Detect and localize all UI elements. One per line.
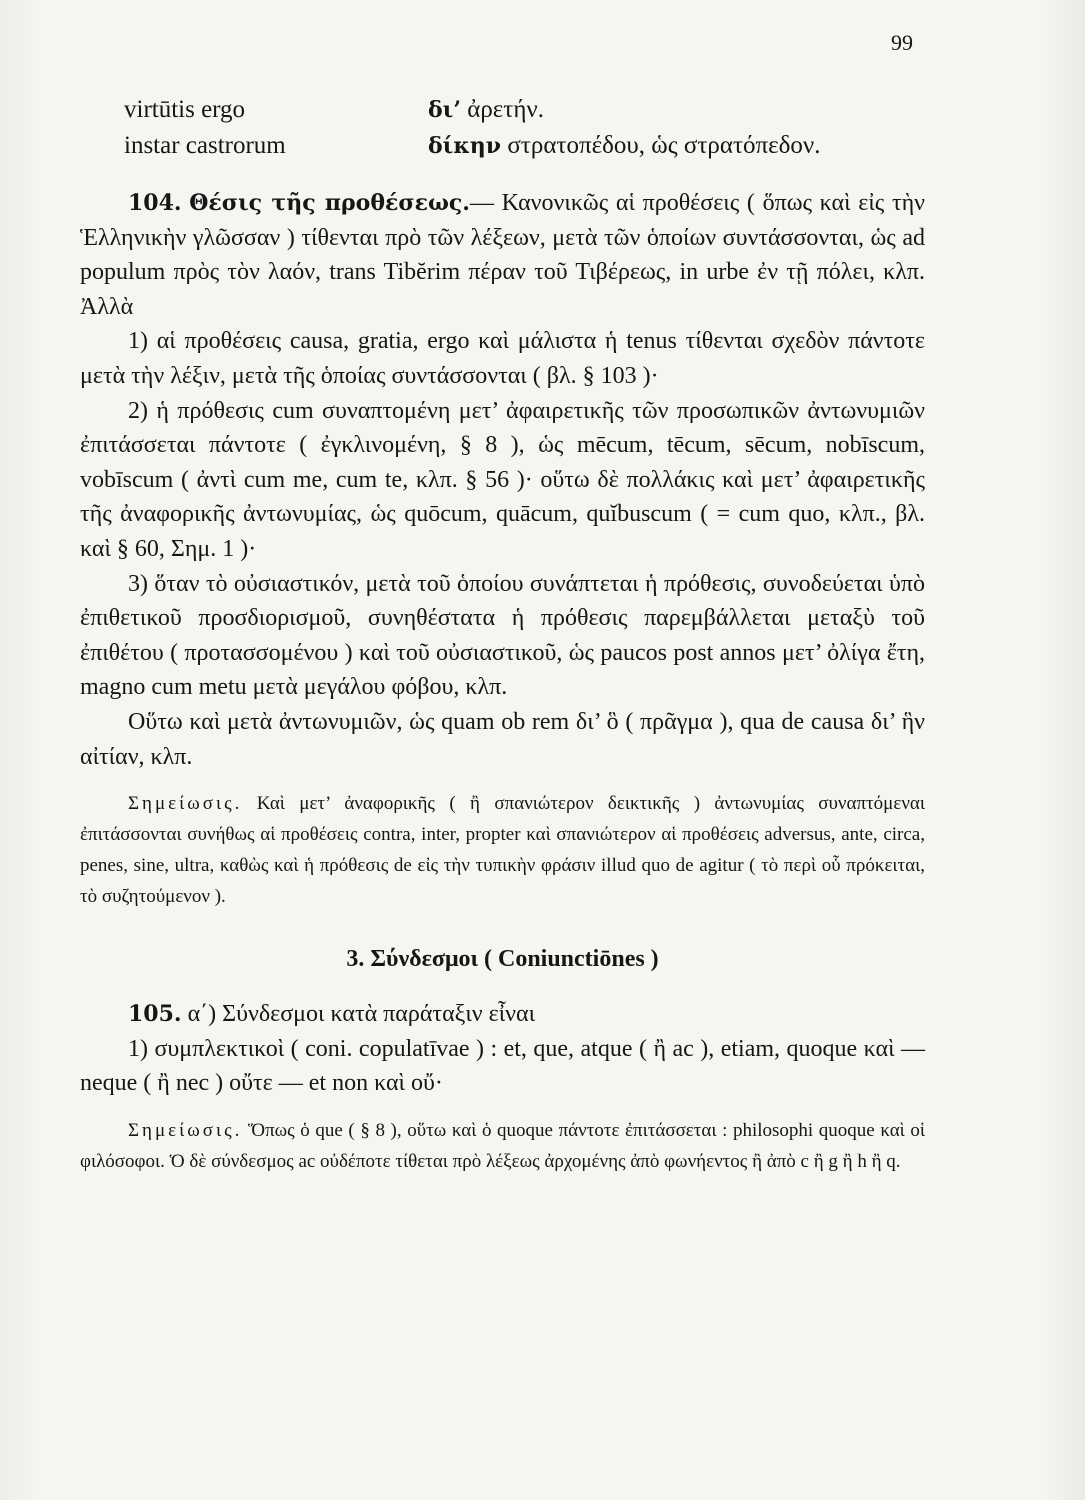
note-105 bbox=[80, 1115, 925, 1177]
rule-copulative: 1) συμπλεκτικοὶ ( coni. copulatīvae ) : et, que, atque ( ἢ ac ), etiam, quoque καὶ — neque ( ἢ nec ) οὔτε — et non καὶ οὔ· bbox=[80, 1035, 925, 1097]
section-title: Θέσις τῆς προθέσεως. bbox=[189, 190, 470, 216]
section-104-intro bbox=[80, 186, 925, 324]
paragraph-text: — Κανονικῶς αἱ προθέσεις ( ὅπως καὶ εἰς τὴν Ἑλληνικὴν γλῶσσαν ) τίθενται πρὸ τῶν λέξεων, μετὰ τῶν ὁποίων συντάσσονται, ὡς ad populum πρὸς τὸν λαόν, trans Tibĕrim πέραν τοῦ Τιβέρεως, in urbe ἐν τῇ πόλει, κλπ. Ἀλλὰ bbox=[80, 190, 926, 320]
rule-pronouns: Οὕτω καὶ μετὰ ἀντωνυμιῶν, ὡς quam ob rem δι’ ὃ ( πρᾶγμα ), qua de causa δι’ ἣν αἰτίαν, κλπ. bbox=[80, 708, 925, 770]
section-number: 105. bbox=[128, 1001, 182, 1028]
rule-3: 3) ὅταν τὸ οὐσιαστικόν, μετὰ τοῦ ὁποίου συνάπτεται ἡ πρόθεσις, συνοδεύεται ὑπὸ ἐπιθετικοῦ προσδιορισμοῦ, συνηθέστατα ἡ πρόθεσις παρεμβάλλεται μεταξὺ τοῦ ἐπιθέτου ( προτασσομένου ) καὶ τοῦ οὐσιαστικοῦ, ὡς paucos post annos μετ’ ὀλίγα ἔτη, magno cum metu μετὰ μεγάλου φόβου, κλπ. bbox=[80, 570, 925, 701]
example-pair bbox=[124, 128, 924, 164]
latin-phrase: instar castrorum bbox=[124, 132, 286, 159]
example-pairs bbox=[124, 92, 924, 164]
example-pair bbox=[124, 92, 924, 128]
greek-phrase bbox=[428, 128, 820, 164]
greek-rest: ἀρετήν. bbox=[460, 96, 544, 123]
greek-bold: δι’ bbox=[428, 97, 461, 123]
section-heading: 3. Σύνδεσμοι ( Coniunctiōnes ) bbox=[346, 946, 659, 973]
greek-phrase bbox=[428, 92, 544, 128]
page-number: 99 bbox=[891, 30, 913, 55]
note-label: Σημείωσις. bbox=[128, 793, 243, 815]
note-104 bbox=[80, 788, 925, 912]
greek-bold: δίκην bbox=[428, 133, 502, 159]
note-text: Καὶ μετ’ ἀναφορικῆς ( ἢ σπανιώτερον δεικτικῆς ) ἀντωνυμίας συναπτόμεναι ἐπιτάσσονται συνήθως αἱ προθέσεις contra, inter, propter καὶ σπανιώτερον αἱ προθέσεις adversus, ante, circa, penes, sine, ultra, καθὼς καὶ ἡ πρόθεσις de εἰς τὴν τυπικὴν φράσιν illud quo de agitur ( τὸ περὶ οὗ πρόκειται, τὸ συζητούμενον ). bbox=[80, 793, 926, 908]
rule-2: 2) ἡ πρόθεσις cum συναπτομένη μετ’ ἀφαιρετικῆς τῶν προσωπικῶν ἀντωνυμιῶν ἐπιτάσσεται πάντοτε ( ἐγκλινομένη, § 8 ), ὡς mēcum, tēcum, sēcum, nobīscum, vobīscum ( ἀντὶ cum me, cum te, κλπ. § 56 )· οὕτω δὲ πολλάκις καὶ μετ’ ἀφαιρετικῆς τῆς ἀναφορικῆς ἀντωνυμίας, ὡς quōcum, quācum, quĭbuscum ( = cum quo, κλπ., βλ. καὶ § 60, Σημ. 1 )· bbox=[80, 397, 925, 562]
paragraph-text: α΄) Σύνδεσμοι κατὰ παράταξιν εἶναι bbox=[187, 1001, 536, 1028]
rule-1: 1) αἱ προθέσεις causa, gratia, ergo καὶ μάλιστα ἡ tenus τίθενται σχεδὸν πάντοτε μετὰ τὴν λέξιν, μετὰ τῆς ὁποίας συντάσσονται ( βλ. § 103 )· bbox=[80, 328, 925, 389]
main-text bbox=[80, 186, 925, 1177]
note-text: Ὅπως ὁ que ( § 8 ), οὕτω καὶ ὁ quoque πάντοτε ἐπιτάσσεται : philosophi quoque καὶ οἱ φιλόσοφοι. Ὁ δὲ σύνδεσμος ac οὐδέποτε τίθεται πρὸ λέξεως ἀρχομένης ἀπὸ φωνήεντος ἢ ἀπὸ c ἢ g ἢ h ἢ q. bbox=[80, 1119, 926, 1172]
latin-phrase: virtūtis ergo bbox=[124, 96, 246, 123]
section-number: 104. bbox=[128, 190, 182, 216]
section-105-intro bbox=[80, 997, 925, 1032]
note-label: Σημείωσις. bbox=[128, 1119, 243, 1141]
greek-rest: στρατοπέδου, ὡς στρατόπεδον. bbox=[501, 132, 821, 159]
